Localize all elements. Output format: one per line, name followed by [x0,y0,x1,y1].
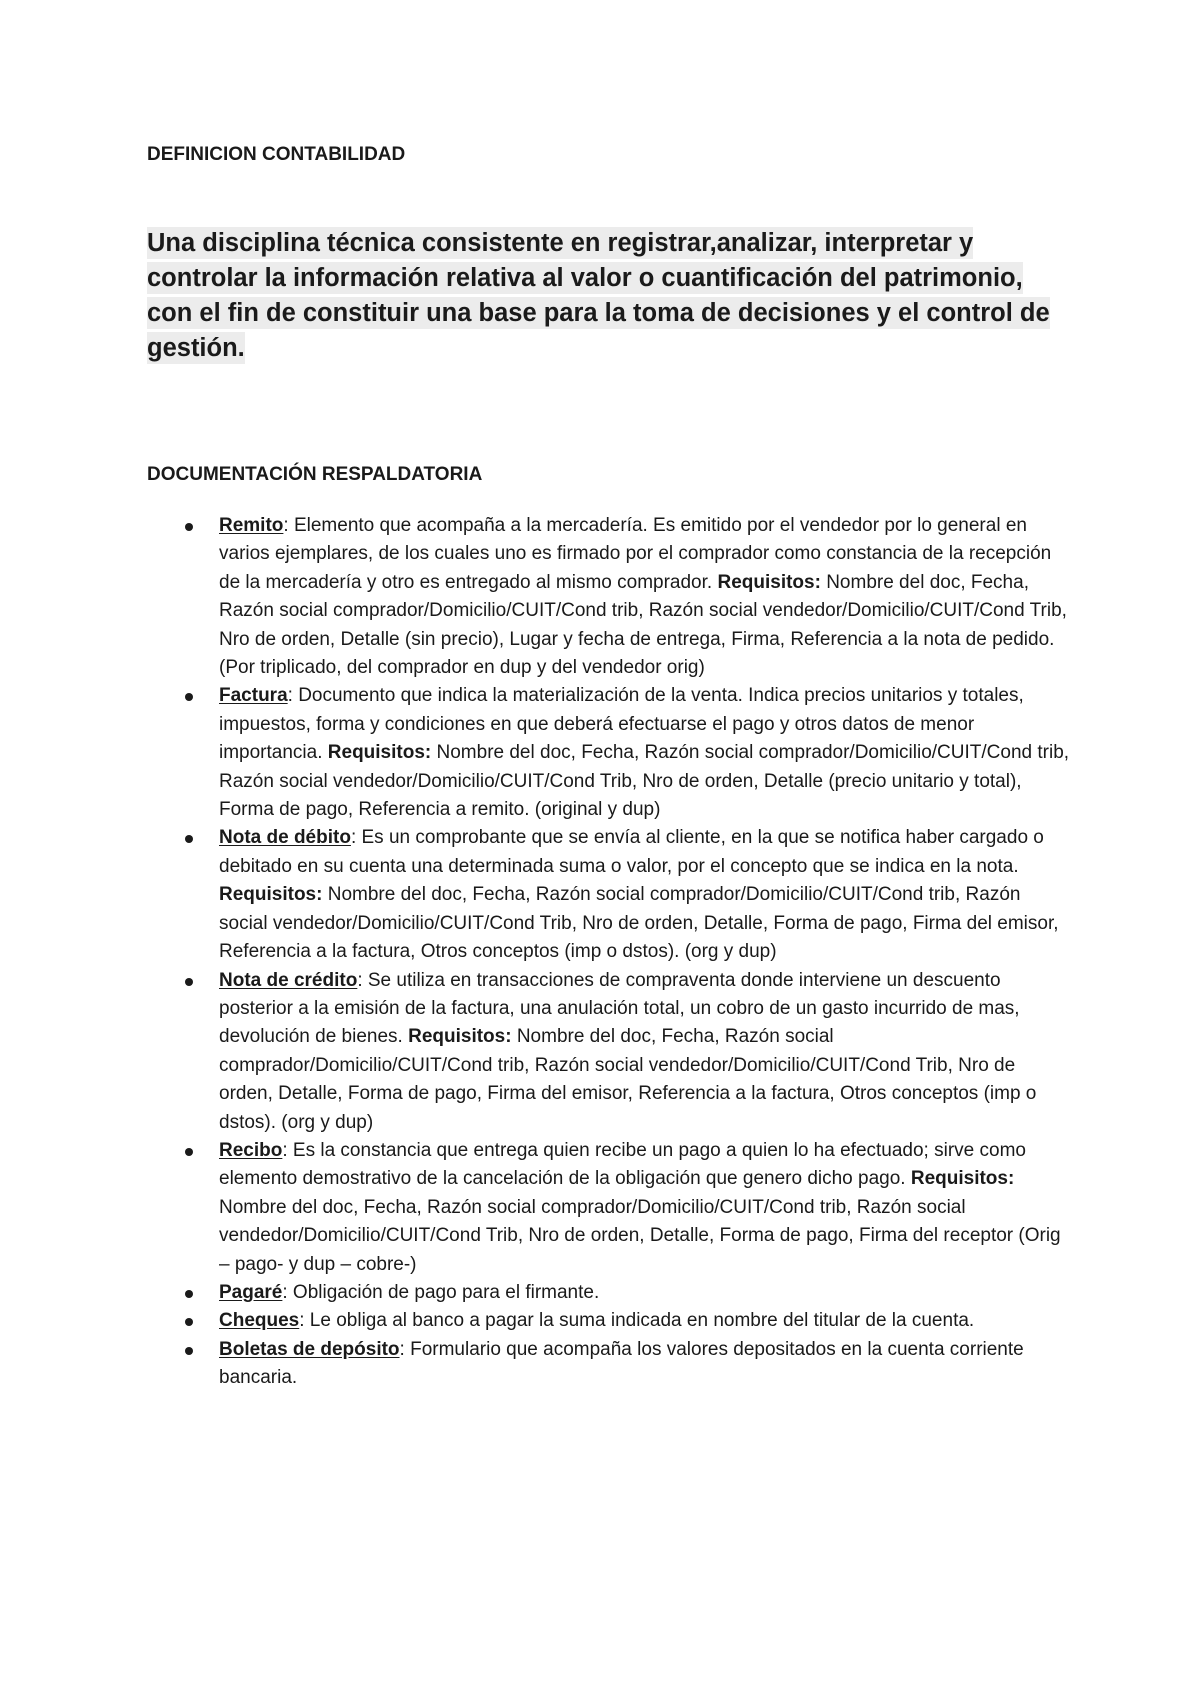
page-title: DEFINICION CONTABILIDAD [147,144,406,165]
item-description: : Obligación de pago para el firmante. [282,1281,600,1303]
list-item-remito [219,512,1070,682]
requirements-label: Requisitos: [910,1168,1015,1190]
requirements-label: Requisitos: [219,884,323,906]
requirements-text: Nombre del doc, Fecha, Razón social comprador/Domicilio/CUIT/Cond trib, Razón social vendedor/Domicilio/CUIT/Cond Trib, Nro de orden, Detalle, Forma de pago, Firma del emisor, Referencia a la factura, Otros conceptos (imp o dstos). (org y dup) [219,1026,1037,1133]
term-label: Remito [219,515,284,536]
definition-paragraph [147,226,1067,366]
requirements-text: Nombre del doc, Fecha, Razón social comprador/Domicilio/CUIT/Cond trib, Razón social vendedor/Domicilio/CUIT/Cond Trib, Nro de orden, Detalle (precio unitario y total), Forma de pago, Referencia a remito. (original y dup) [219,742,1070,821]
bullet-icon [185,1318,193,1326]
list-item-pagare [219,1279,1070,1307]
list-item-factura [219,682,1070,824]
requirements-label: Requisitos: [717,571,821,593]
bullet-icon [185,978,193,986]
item-description: : Elemento que acompaña a la mercadería. Es emitido por el vendedor por lo general en varios ejemplares, de los cuales uno es firmado por el comprador como constancia de la recepción de la mercadería y otro es entregado al mismo comprador. [219,515,1052,593]
term-label: Nota de crédito [219,969,358,991]
item-description: : Formulario que acompaña los valores depositados en la cuenta corriente bancaria. [219,1338,1024,1389]
bullet-icon [185,1290,193,1298]
item-description: : Le obliga al banco a pagar la suma indicada en nombre del titular de la cuenta. [299,1310,975,1332]
list-item-nota-credito [219,967,1070,1137]
term-label: Pagaré [219,1281,283,1303]
document-list [147,512,1070,1393]
term-label: Recibo [219,1139,283,1161]
section-title: DOCUMENTACIÓN RESPALDATORIA [147,464,483,485]
list-item-cheques [219,1307,1070,1335]
bullet-icon [185,1148,193,1156]
list-item-nota-debito [219,824,1070,966]
requirements-text: Nombre del doc, Fecha, Razón social comprador/Domicilio/CUIT/Cond trib, Razón social vendedor/Domicilio/CUIT/Cond Trib, Nro de orden, Detalle, Forma de pago, Firma del receptor (Orig – pago- y dup – cobre-) [219,1196,1061,1275]
bullet-icon [185,693,193,701]
bullet-icon [185,1347,193,1355]
list-item-boletas-deposito [219,1336,1070,1393]
requirements-text: Nombre del doc, Fecha, Razón social comprador/Domicilio/CUIT/Cond trib, Razón social vendedor/Domicilio/CUIT/Cond Trib, Nro de orden, Detalle, Forma de pago, Firma del emisor, Referencia a la factura, Otros conceptos (imp o dstos). (org y dup) [219,884,1059,963]
item-description: : Documento que indica la materialización de la venta. Indica precios unitarios y totales, impuestos, forma y condiciones en que deberá efectuarse el pago y otros datos de menor importancia. [219,685,1024,764]
list-item-recibo [219,1137,1070,1279]
term-label: Factura [219,685,288,707]
item-description: : Se utiliza en transacciones de compraventa donde interviene un descuento posterior a la emisión de la factura, una anulación total, un cobro de un gasto incurrido de mas, devolución de bienes. [219,969,1020,1048]
requirements-text: Nombre del doc, Fecha, Razón social comprador/Domicilio/CUIT/Cond trib, Razón social vendedor/Domicilio/CUIT/Cond Trib, Nro de orden, Detalle (sin precio), Lugar y fecha de entrega, Firma, Referencia a la nota de pedido. (Por triplicado, del comprador en dup y del vendedor orig) [219,571,1067,679]
term-label: Cheques [219,1310,300,1332]
term-label: Nota de débito [219,827,351,849]
item-description: : Es la constancia que entrega quien recibe un pago a quien lo ha efectuado; sirve como elemento demostrativo de la cancelación de la obligación que genero dicho pago. [219,1139,1026,1190]
bullet-icon [185,523,193,531]
term-label: Boletas de depósito [219,1338,400,1360]
requirements-label: Requisitos: [408,1026,512,1048]
bullet-icon [185,835,193,843]
definition-text: Una disciplina técnica consistente en registrar,analizar, interpretar y controlar la información relativa al valor o cuantificación del patrimonio, con el fin de constituir una base para la toma de decisiones y el control de gestión. [147,229,1050,362]
requirements-label: Requisitos: [327,742,432,764]
item-description: : Es un comprobante que se envía al cliente, en la que se notifica haber cargado o debitado en su cuenta una determinada suma o valor, por el concepto que se indica en la nota. [219,827,1044,877]
